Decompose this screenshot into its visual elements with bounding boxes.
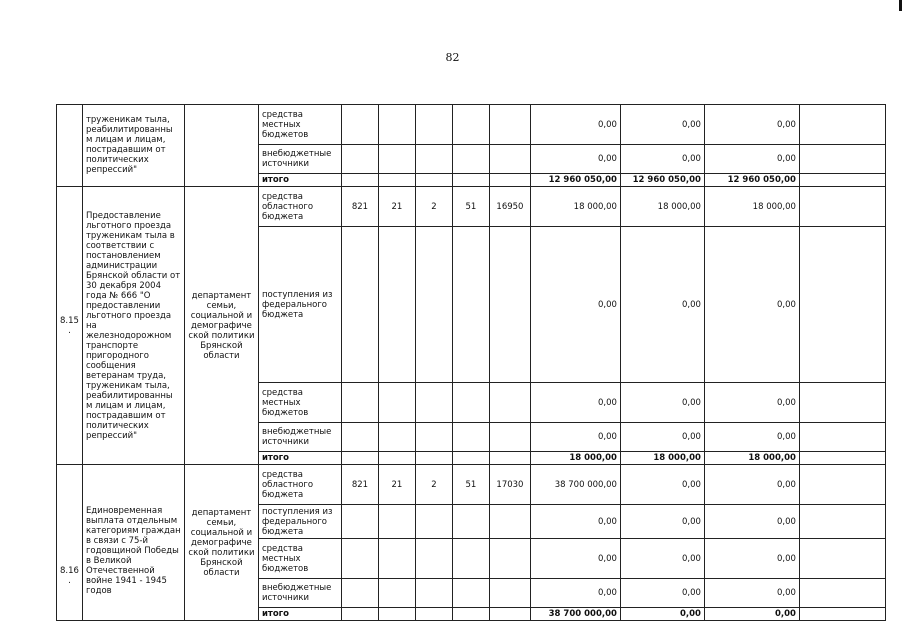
amount-2021: 0,00 (620, 608, 704, 621)
budget-code (489, 608, 530, 621)
budget-code (378, 174, 415, 187)
amount-2020: 0,00 (530, 383, 620, 423)
funding-source: поступления из федерального бюджета (258, 227, 341, 383)
budget-code (341, 608, 378, 621)
budget-code (378, 608, 415, 621)
budget-code (452, 383, 489, 423)
budget-code (452, 227, 489, 383)
funding-source: внебюджетные источники (258, 579, 341, 608)
budget-code: 2 (415, 465, 452, 505)
amount-2021: 18 000,00 (620, 187, 704, 227)
amount-2020: 38 700 000,00 (530, 608, 620, 621)
funding-source: средства местных бюджетов (258, 383, 341, 423)
item-number (57, 105, 83, 187)
funding-source: средства областного бюджета (258, 187, 341, 227)
blank-cell (799, 174, 885, 187)
amount-2021: 12 960 050,00 (620, 174, 704, 187)
budget-code (452, 579, 489, 608)
amount-2020: 12 960 050,00 (530, 174, 620, 187)
budget-code (415, 505, 452, 539)
budget-code (415, 145, 452, 174)
budget-code (341, 227, 378, 383)
budget-code (452, 539, 489, 579)
budget-code (378, 145, 415, 174)
budget-code (452, 452, 489, 465)
budget-code (489, 383, 530, 423)
amount-2021: 0,00 (620, 105, 704, 145)
budget-code (415, 608, 452, 621)
table-row (57, 187, 886, 227)
budget-code (415, 539, 452, 579)
amount-2021: 0,00 (620, 423, 704, 452)
budget-code: 16950 (489, 187, 530, 227)
blank-cell (799, 423, 885, 452)
budget-code (378, 452, 415, 465)
budget-code: 821 (341, 187, 378, 227)
budget-code (378, 505, 415, 539)
amount-2021: 0,00 (620, 227, 704, 383)
amount-2021: 18 000,00 (620, 452, 704, 465)
amount-2022: 0,00 (704, 505, 799, 539)
budget-code (341, 423, 378, 452)
budget-code (378, 227, 415, 383)
budget-code (341, 174, 378, 187)
amount-2020: 38 700 000,00 (530, 465, 620, 505)
funding-source: средства областного бюджета (258, 465, 341, 505)
blank-cell (799, 539, 885, 579)
budget-code (489, 105, 530, 145)
budget-code (378, 105, 415, 145)
amount-2021: 0,00 (620, 465, 704, 505)
amount-2022: 0,00 (704, 383, 799, 423)
budget-code (489, 452, 530, 465)
budget-code (415, 105, 452, 145)
amount-2022: 0,00 (704, 579, 799, 608)
budget-code (452, 505, 489, 539)
budget-table (56, 104, 886, 621)
budget-code: 21 (378, 187, 415, 227)
budget-code (378, 579, 415, 608)
amount-2022: 0,00 (704, 105, 799, 145)
page-edge-mark (899, 0, 902, 11)
amount-2021: 0,00 (620, 579, 704, 608)
amount-2021: 0,00 (620, 539, 704, 579)
amount-2021: 0,00 (620, 505, 704, 539)
amount-2022: 18 000,00 (704, 452, 799, 465)
budget-code (341, 105, 378, 145)
amount-2020: 18 000,00 (530, 187, 620, 227)
table-row (57, 465, 886, 505)
budget-code (452, 423, 489, 452)
budget-code (341, 579, 378, 608)
page-number: 82 (445, 51, 460, 64)
budget-code (489, 145, 530, 174)
funding-source: средства местных бюджетов (258, 105, 341, 145)
measure-name: труженикам тыла, реабилитированны м лицам и лицам, пострадавшим от политических репрессий" (82, 105, 184, 187)
funding-source: итого (258, 174, 341, 187)
budget-code (415, 383, 452, 423)
budget-code (489, 227, 530, 383)
amount-2022: 0,00 (704, 539, 799, 579)
amount-2020: 0,00 (530, 505, 620, 539)
budget-code (378, 539, 415, 579)
amount-2022: 18 000,00 (704, 187, 799, 227)
budget-code (341, 505, 378, 539)
budget-code: 2 (415, 187, 452, 227)
budget-code: 51 (452, 187, 489, 227)
budget-code (415, 174, 452, 187)
budget-code (415, 452, 452, 465)
budget-code (378, 423, 415, 452)
funding-source: внебюджетные источники (258, 145, 341, 174)
budget-code: 17030 (489, 465, 530, 505)
budget-code (341, 452, 378, 465)
amount-2020: 0,00 (530, 105, 620, 145)
amount-2020: 0,00 (530, 579, 620, 608)
amount-2022: 0,00 (704, 423, 799, 452)
amount-2020: 0,00 (530, 539, 620, 579)
responsible-department (184, 105, 258, 187)
budget-code (489, 505, 530, 539)
amount-2020: 0,00 (530, 423, 620, 452)
funding-source: итого (258, 608, 341, 621)
budget-code (415, 579, 452, 608)
amount-2022: 0,00 (704, 145, 799, 174)
funding-source: средства местных бюджетов (258, 539, 341, 579)
budget-code (452, 145, 489, 174)
amount-2021: 0,00 (620, 383, 704, 423)
budget-code (341, 383, 378, 423)
budget-code (452, 105, 489, 145)
amount-2020: 0,00 (530, 227, 620, 383)
responsible-department: департамент семьи, социальной и демографиче ской политики Брянской области (184, 187, 258, 465)
budget-code (489, 539, 530, 579)
budget-code (415, 227, 452, 383)
budget-code (378, 383, 415, 423)
blank-cell (799, 383, 885, 423)
amount-2021: 0,00 (620, 145, 704, 174)
blank-cell (799, 187, 885, 227)
funding-source: внебюджетные источники (258, 423, 341, 452)
blank-cell (799, 608, 885, 621)
budget-code: 821 (341, 465, 378, 505)
blank-cell (799, 452, 885, 465)
amount-2022: 0,00 (704, 227, 799, 383)
budget-code (452, 608, 489, 621)
budget-code (341, 539, 378, 579)
blank-cell (799, 579, 885, 608)
item-number: 8.15 . (57, 187, 83, 465)
funding-source: поступления из федерального бюджета (258, 505, 341, 539)
blank-cell (799, 105, 885, 145)
table-row (57, 105, 886, 145)
budget-code: 51 (452, 465, 489, 505)
blank-cell (799, 227, 885, 383)
amount-2022: 0,00 (704, 465, 799, 505)
budget-code (489, 174, 530, 187)
responsible-department: департамент семьи, социальной и демографиче ской политики Брянской области (184, 465, 258, 621)
budget-code (452, 174, 489, 187)
budget-code (341, 145, 378, 174)
budget-code (489, 579, 530, 608)
budget-code (489, 423, 530, 452)
funding-source: итого (258, 452, 341, 465)
blank-cell (799, 145, 885, 174)
measure-name: Предоставление льготного проезда труженикам тыла в соответствии с постановлением администрации Брянской области от 30 декабря 2004 года № 666 "О предоставлении льготного проезда на железнодорожном транспорте пригородного сообщения ветеранам труда, труженикам тыла, реабилитированны м лицам и лицам, пострадавшим от политических репрессий" (82, 187, 184, 465)
measure-name: Единовременная выплата отдельным категориям граждан в связи с 75-й годовщиной Победы в Великой Отечественной войне 1941 - 1945 годов (82, 465, 184, 621)
amount-2020: 18 000,00 (530, 452, 620, 465)
blank-cell (799, 505, 885, 539)
amount-2020: 0,00 (530, 145, 620, 174)
amount-2022: 12 960 050,00 (704, 174, 799, 187)
item-number: 8.16 . (57, 465, 83, 621)
amount-2022: 0,00 (704, 608, 799, 621)
budget-code (415, 423, 452, 452)
budget-code: 21 (378, 465, 415, 505)
blank-cell (799, 465, 885, 505)
